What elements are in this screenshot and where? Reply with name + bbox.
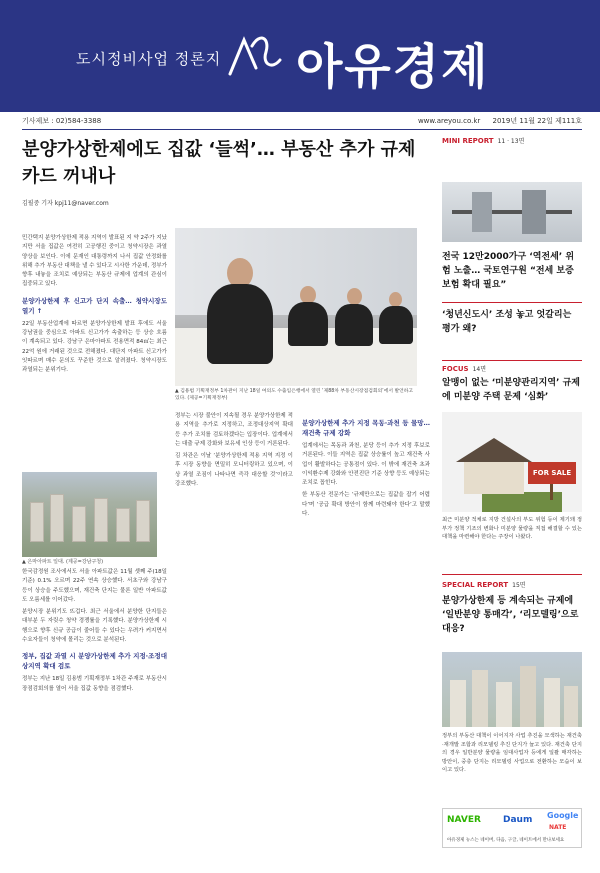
portal-ad[interactable] (442, 808, 582, 848)
ad-text: 아유경제 뉴스는 네이버, 다음, 구글, 네이트에서 만나보세요 (447, 838, 565, 843)
house-photo (442, 412, 582, 512)
brand-name: 아유경제 (296, 39, 490, 95)
focus-title: FOCUS 14면 (442, 365, 487, 373)
issue-date: 2019년 11월 22일 제111호 (492, 117, 582, 125)
info-bar (22, 116, 582, 130)
special-report-photo (442, 652, 582, 727)
paragraph: 정부는 지난 18일 김용범 기획재정부 1차관 주재로 부동산시장점검회의를 열어 서울 집값 동향을 점검했다. (22, 676, 167, 692)
article-byline: 김필중 기자 kpj11@naver.com (22, 200, 109, 207)
paragraph: 정부는 시장 불안이 지속될 경우 분양가상한제 적용 지역을 추가로 지정하고, 조정대상지역 확대 등 추가 조치를 검토하겠다는 입장이다. 업계에서는 대출 규제 강화와 보유세 인상 등이 거론된다. (175, 413, 293, 447)
daum-logo: Daum (503, 815, 533, 825)
paragraph: 22일 부동산업계에 따르면 분양가상한제 발표 후에도 서울 강남권을 중심으로 아파트 신고가가 속출하는 등 상승 흐름이 계속되고 있다. 강남구 은마아파트 전용면적 84㎡는 최근 22억 원에 거래된 것으로 전해졌다. 대단지 아파트 신고가가 잇따르며 매수 문의도 꾸준한 것으로 알려졌다. 청약시장도 과열되는 분위기다. (22, 320, 167, 374)
city-photo (22, 472, 157, 557)
focus-headline: 알맹이 없는 ‘미분양관리지역’ 규제에 미분양 주택 문제 ‘심화’ (442, 378, 580, 402)
focus-text: 최근 미분양 적체로 지방 건설사의 부도 위험 등이 제기돼 정부가 정책 기조의 변화나 미분양 물량을 직접 해결할 수 있는 대책을 마련해야 한다는 주장이 나왔다. (442, 517, 582, 540)
paragraph: 분양시장 분위기도 뜨겁다. 최근 서울에서 분양한 단지들은 대부분 두 자릿수 청약 경쟁률을 기록했다. 분양가상한제 시행으로 향후 신규 공급이 줄어들 수 있다는 우려가 커지면서 수요자들이 청약에 몰리는 것으로 분석된다. (22, 609, 167, 644)
sidebar (442, 136, 582, 145)
divider (442, 302, 582, 303)
naver-logo: NAVER (447, 815, 481, 825)
mini-report-photo (442, 182, 582, 242)
article-column-4 (302, 412, 430, 858)
mini-report-headline-1: 전국 12만2000가구 ‘역전세’ 위험 노출… 국토연구원 “전세 보증보험 확대 필요” (442, 252, 575, 290)
brand-logo-icon (226, 34, 284, 78)
special-report-title: SPECIAL REPORT 15면 (442, 581, 526, 589)
article-subhead: 정부, 집값 과열 시 분양가상한제 추가 지정·조정대상지역 확대 검토 (22, 652, 167, 671)
paragraph: 김 차관은 이날 ‘분양가상한제 적용 지역 지정 이후 시장 동향을 면밀히 모니터링하고 있으며, 이상 과열 조짐이 나타나면 즉각 대응할 것’이라고 강조했다. (175, 453, 293, 488)
paragraph: 민간택지 분양가상한제 적용 지역이 발표된 지 약 2주가 지났지만 서울 집값은 여전히 고공행진 중이고 청약시장은 과열 양상을 보인다. 이에 문재인 대통령까지 나서 집값 안정화를 위해 추가 부동산 대책을 낼 수 있다고 시사한 가운데, 정부가 향후 내놓을 조치로 예상되는 부동산 규제에 업계의 관심이 집중되고 있다. (22, 235, 167, 288)
special-report-text: 정부의 부동산 대책이 이어지자 사업 추진을 모색하는 재건축·재개발 조합과 리모델링 추진 단지가 늘고 있다. 재건축 단지의 경우 일반분양 물량을 임대사업자 등에게 일괄 매각하는 방안이, 중층 단지는 리모델링 사업으로 전환하는 모습이 보이고 있다. (442, 733, 582, 773)
nate-logo: NATE (549, 824, 567, 831)
main-article (22, 136, 432, 207)
city-photo-caption: ▲ 은마아파트 일대. (제공=강남구청) (22, 559, 104, 565)
article-headline: 분양가상한제에도 집값 ‘들썩’… 부동산 추가 규제 카드 꺼내나 (22, 139, 416, 187)
masthead (0, 0, 600, 112)
for-sale-sign: FOR SALE (528, 462, 576, 484)
contact-phone: 기사제보 : 02)584-3388 (22, 117, 102, 125)
website-link[interactable]: www.areyou.co.kr (417, 117, 481, 125)
article-column-2 (22, 568, 167, 858)
masthead-subtitle: 도시정비사업 정론지 (76, 50, 222, 68)
divider (442, 574, 582, 575)
divider (442, 360, 582, 361)
article-column-1 (22, 234, 167, 466)
article-column-3 (175, 412, 293, 858)
paragraph: 업계에서는 목동과 과천, 분당 등이 추가 지정 후보로 거론된다. 이들 지역은 집값 상승률이 높고 재건축 사업이 활발하다는 공통점이 있다. 이 밖에 재건축 초과이익환수제 강화와 안전진단 기준 상향 등도 예상되는 조치로 꼽힌다. (302, 443, 430, 487)
mini-report-title: MINI REPORT 11 · 13면 (442, 137, 525, 145)
mini-report-headline-2: ‘청년신도시’ 조성 놓고 엇갈리는 평가 왜? (442, 310, 572, 334)
article-subhead: 분양가상한제 후 신고가 단지 속출… 청약시장도 열기 ↑ (22, 296, 167, 315)
special-report-headline: 분양가상한제 등 계속되는 규제에 ‘일반분양 통매각’, ‘리모델링’으로 대응? (442, 596, 579, 634)
main-photo (175, 228, 417, 386)
paragraph: 한 부동산 전문가는 ‘규제만으로는 집값을 잡기 어렵다’며 ‘공급 확대 방안이 함께 마련돼야 한다’고 말했다. (302, 492, 430, 518)
main-photo-caption: ▲ 김용범 기획재정부 1차관이 지난 18일 여의도 수출입은행에서 열린 ‘제88차 부동산시장점검회의’에서 발언하고 있다. (제공=기획재정부) (175, 389, 414, 401)
google-logo: Google (547, 811, 579, 820)
article-subhead: 분양가상한제 추가 지정 목동·과천 등 물망… 재건축 규제 강화 (302, 419, 430, 437)
paragraph: 한국감정원 조사에서도 서울 아파트값은 11월 셋째 주(18일 기준) 0.1% 오르며 22주 연속 상승했다. 서초구와 강남구 등이 상승을 주도했으며, 재건축 단지는 물론 일반 아파트값도 오름세를 이어갔다. (22, 569, 167, 603)
